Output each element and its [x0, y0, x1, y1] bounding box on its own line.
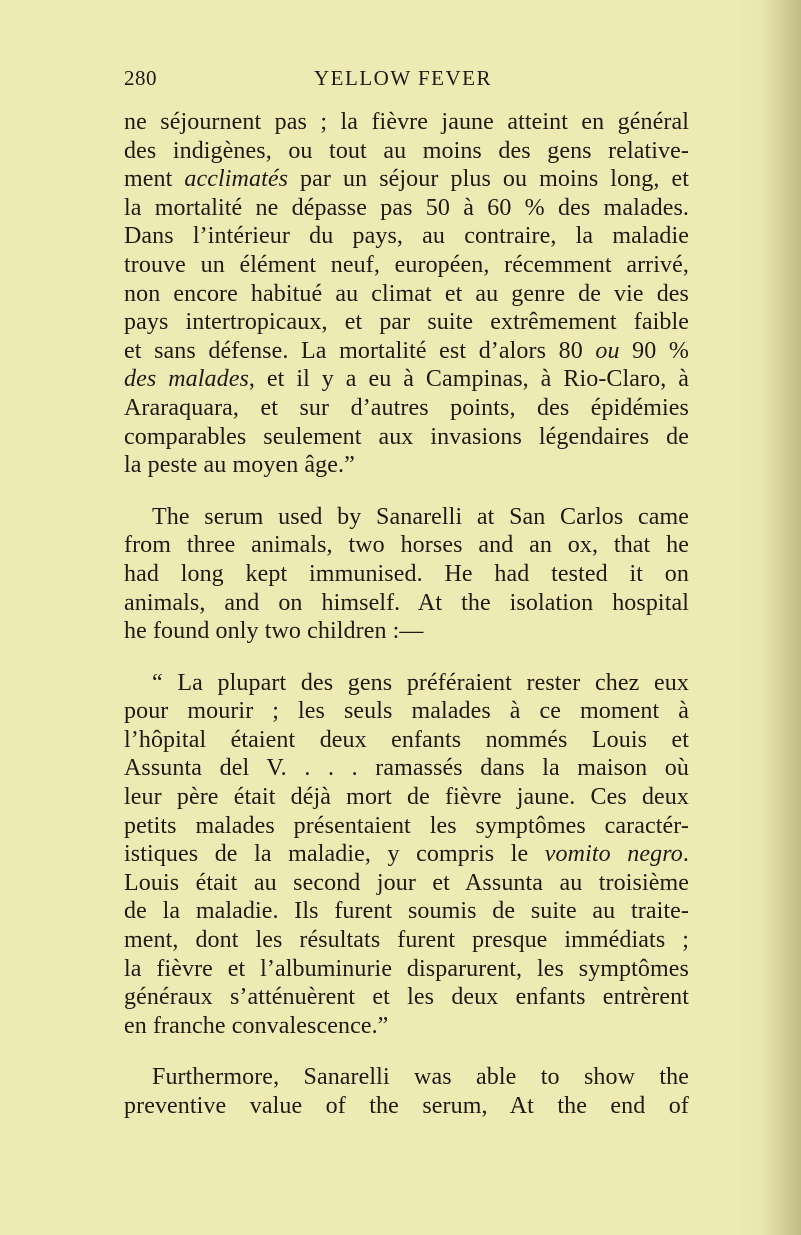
text-line: ment, dont les résultats furent presque immédiats ; — [124, 927, 689, 954]
text-line: preventive value of the serum, At the end of — [124, 1093, 689, 1119]
page-body — [124, 108, 689, 1121]
text-line: des indigènes, ou tout au moins des gens relative- — [124, 137, 689, 164]
running-head: YELLOW FEVER — [314, 66, 493, 90]
paragraph — [124, 503, 689, 646]
text-line: animals, and on himself. At the isolation hospital — [124, 589, 689, 616]
text-line: had long kept immunised. He had tested it on — [124, 560, 689, 587]
text-line: généraux s’atténuèrent et les deux enfants entrèrent — [124, 984, 689, 1011]
text-line: from three animals, two horses and an ox, that he — [124, 532, 689, 559]
paragraph — [124, 669, 689, 1041]
text-line: Araraquara, et sur d’autres points, des épidémies — [124, 394, 689, 421]
text-line: istiques de la maladie, y compris le vomito negro. — [124, 841, 689, 868]
text-line: la fièvre et l’albuminurie disparurent, les symptômes — [124, 955, 689, 982]
text-line: leur père était déjà mort de fièvre jaune. Ces deux — [124, 784, 689, 811]
text-line: de la maladie. Ils furent soumis de suite au traite- — [124, 898, 689, 925]
paragraph — [124, 1063, 689, 1120]
text-line: pays intertropicaux, et par suite extrêmement faible — [124, 309, 689, 336]
text-line: Dans l’intérieur du pays, au contraire, la maladie — [124, 223, 689, 250]
text-line: The serum used by Sanarelli at San Carlos came — [152, 503, 689, 530]
text-line: pour mourir ; les seuls malades à ce moment à — [124, 698, 689, 725]
text-line: ment acclimatés par un séjour plus ou moins long, et — [124, 166, 689, 193]
text-line: comparables seulement aux invasions légendaires de — [124, 423, 689, 450]
text-line: la mortalité ne dépasse pas 50 à 60 % des malades. — [124, 194, 689, 221]
text-line: “ La plupart des gens préféraient rester chez eux — [152, 669, 689, 696]
text-line: et sans défense. La mortalité est d’alors 80 ou 90 % — [124, 337, 689, 364]
text-line: he found only two children :— — [124, 618, 424, 645]
text-line: Assunta del V. . . . ramassés dans la maison où — [124, 755, 689, 782]
page-header — [124, 66, 689, 96]
paragraph — [124, 108, 689, 480]
text-line: en franche convalescence.” — [124, 1012, 389, 1039]
text-line: l’hôpital étaient deux enfants nommés Louis et — [124, 726, 689, 753]
text-line: la peste au moyen âge.” — [124, 452, 355, 479]
page-edge-shadow — [763, 0, 801, 1235]
text-line: Furthermore, Sanarelli was able to show the — [152, 1064, 689, 1091]
text-line: ne séjournent pas ; la fièvre jaune atteint en général — [124, 109, 689, 135]
text-line: petits malades présentaient les symptômes caractér- — [124, 812, 689, 839]
text-line: trouve un élément neuf, européen, récemment arrivé, — [124, 251, 689, 278]
page-number: 280 — [124, 66, 157, 90]
text-line: Louis était au second jour et Assunta au troisième — [124, 869, 689, 896]
text-line: non encore habitué au climat et au genre de vie des — [124, 280, 689, 307]
text-line: des malades, et il y a eu à Campinas, à Rio-Claro, à — [124, 366, 689, 393]
